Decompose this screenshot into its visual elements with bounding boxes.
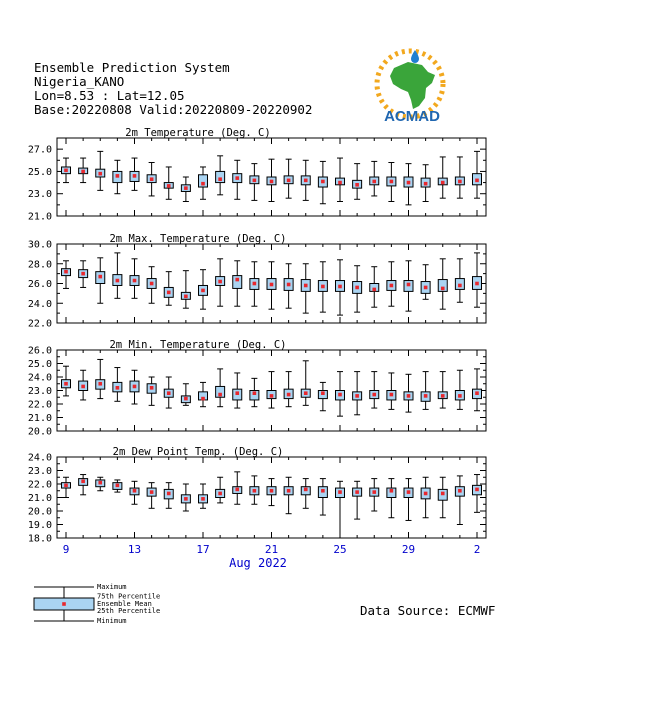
mean-marker bbox=[372, 288, 376, 292]
mean-marker bbox=[304, 284, 308, 288]
mean-marker bbox=[304, 179, 308, 183]
mean-marker bbox=[424, 492, 428, 496]
mean-marker bbox=[424, 394, 428, 398]
panel-2-ytick-label: 26.0 bbox=[27, 279, 52, 290]
mean-marker bbox=[81, 272, 85, 276]
mean-marker bbox=[475, 391, 479, 395]
mean-marker bbox=[235, 278, 239, 282]
mean-marker bbox=[133, 489, 137, 493]
mean-marker bbox=[441, 394, 445, 398]
x-tick-label: 2 bbox=[473, 543, 481, 556]
panel-4-ytick-label: 18.0 bbox=[27, 533, 52, 545]
mean-marker bbox=[133, 174, 137, 178]
mean-marker bbox=[355, 394, 359, 398]
panel-3-ytick-label: 26.0 bbox=[27, 345, 52, 357]
mean-marker bbox=[372, 180, 376, 184]
mean-marker bbox=[270, 283, 274, 287]
panel-2-title: 2m Max. Temperature (Deg. C) bbox=[109, 233, 287, 245]
legend-label-p25: 25th Percentile bbox=[97, 607, 161, 615]
mean-marker bbox=[201, 289, 205, 293]
coordinates: Lon=8.53 : Lat=12.05 bbox=[34, 88, 185, 103]
panel-1-ytick-label: 25.0 bbox=[27, 166, 52, 178]
mean-marker bbox=[235, 391, 239, 395]
mean-marker bbox=[458, 180, 462, 184]
legend-mean-marker bbox=[62, 602, 66, 606]
mean-marker bbox=[98, 481, 102, 485]
mean-marker bbox=[338, 393, 342, 397]
mean-marker bbox=[458, 284, 462, 288]
mean-marker bbox=[270, 180, 274, 184]
panel-3-ytick-label: 24.0 bbox=[27, 372, 52, 384]
mean-marker bbox=[116, 279, 120, 283]
panel-3-ytick-label: 25.0 bbox=[27, 359, 52, 370]
mean-marker bbox=[116, 484, 120, 488]
panel-4-ytick-label: 22.0 bbox=[27, 479, 52, 491]
mean-marker bbox=[81, 170, 85, 174]
mean-marker bbox=[201, 497, 205, 501]
mean-marker bbox=[167, 492, 171, 496]
mean-marker bbox=[64, 270, 68, 274]
mean-marker bbox=[116, 174, 120, 178]
mean-marker bbox=[407, 283, 411, 287]
mean-marker bbox=[321, 391, 325, 395]
x-tick-label: 13 bbox=[127, 543, 142, 556]
mean-marker bbox=[98, 382, 102, 386]
mean-marker bbox=[253, 282, 257, 286]
mean-marker bbox=[407, 181, 411, 185]
mean-marker bbox=[253, 179, 257, 183]
mean-marker bbox=[338, 285, 342, 289]
legend-label-p75: 75th Percentile bbox=[97, 592, 161, 601]
panel-2-ytick-label: 22.0 bbox=[27, 318, 52, 330]
mean-marker bbox=[355, 183, 359, 187]
mean-marker bbox=[64, 382, 68, 386]
mean-marker bbox=[167, 291, 171, 295]
panel-4-ytick-label: 21.0 bbox=[27, 493, 52, 504]
mean-marker bbox=[355, 286, 359, 290]
mean-marker bbox=[372, 490, 376, 494]
legend-label-maximum: Maximum bbox=[97, 583, 127, 591]
panel-4-ytick-label: 19.0 bbox=[27, 520, 52, 531]
mean-marker bbox=[458, 394, 462, 398]
mean-marker bbox=[287, 489, 291, 493]
panel-4-title: 2m Dew Point Temp. (Deg. C) bbox=[112, 446, 284, 458]
logo-text: ACMAD bbox=[384, 108, 440, 125]
panel-1-title: 2m Temperature (Deg. C) bbox=[125, 127, 271, 139]
mean-marker bbox=[458, 489, 462, 493]
mean-marker bbox=[475, 282, 479, 286]
mean-marker bbox=[424, 286, 428, 290]
mean-marker bbox=[390, 393, 394, 397]
mean-marker bbox=[475, 179, 479, 183]
mean-marker bbox=[184, 186, 188, 190]
iqr-box bbox=[233, 276, 242, 289]
panel-3-title: 2m Min. Temperature (Deg. C) bbox=[109, 339, 287, 351]
mean-marker bbox=[424, 182, 428, 186]
mean-marker bbox=[81, 480, 85, 484]
mean-marker bbox=[390, 489, 394, 493]
base-valid-dates: Base:20220808 Valid:20220809-20220902 bbox=[34, 102, 313, 117]
mean-marker bbox=[201, 397, 205, 401]
panel-4-ytick-label: 20.0 bbox=[27, 506, 52, 518]
mean-marker bbox=[218, 177, 222, 181]
panel-3-ytick-label: 20.0 bbox=[27, 426, 52, 438]
mean-marker bbox=[287, 179, 291, 183]
mean-marker bbox=[201, 182, 205, 186]
system-title: Ensemble Prediction System bbox=[34, 60, 230, 75]
mean-marker bbox=[218, 492, 222, 496]
location-name: Nigeria_KANO bbox=[34, 74, 125, 89]
panel-2-ytick-label: 28.0 bbox=[27, 259, 52, 271]
mean-marker bbox=[133, 279, 137, 283]
mean-marker bbox=[390, 180, 394, 184]
mean-marker bbox=[270, 489, 274, 493]
mean-marker bbox=[441, 181, 445, 185]
mean-marker bbox=[81, 385, 85, 389]
mean-marker bbox=[304, 391, 308, 395]
mean-marker bbox=[475, 488, 479, 492]
mean-marker bbox=[287, 393, 291, 397]
panel-1-ytick-label: 23.0 bbox=[27, 189, 52, 201]
mean-marker bbox=[150, 282, 154, 286]
x-tick-label: 29 bbox=[401, 543, 416, 556]
panel-4-ytick-label: 24.0 bbox=[27, 452, 52, 464]
mean-marker bbox=[116, 386, 120, 390]
panel-4-ytick-label: 23.0 bbox=[27, 466, 52, 477]
panel-2-ytick-label: 24.0 bbox=[27, 298, 52, 310]
panel-3-ytick-label: 23.0 bbox=[27, 386, 52, 397]
mean-marker bbox=[372, 393, 376, 397]
mean-marker bbox=[184, 295, 188, 299]
panel-1-ytick-label: 21.0 bbox=[27, 211, 52, 223]
mean-marker bbox=[321, 285, 325, 289]
mean-marker bbox=[287, 283, 291, 287]
mean-marker bbox=[150, 490, 154, 494]
mean-marker bbox=[253, 391, 257, 395]
mean-marker bbox=[167, 184, 171, 188]
x-tick-label: 21 bbox=[264, 543, 279, 556]
legend-label-mean: Ensemble Mean bbox=[97, 600, 152, 608]
data-source: Data Source: ECMWF bbox=[360, 603, 496, 618]
mean-marker bbox=[235, 176, 239, 180]
mean-marker bbox=[338, 181, 342, 185]
mean-marker bbox=[321, 180, 325, 184]
mean-marker bbox=[407, 490, 411, 494]
mean-marker bbox=[407, 394, 411, 398]
mean-marker bbox=[184, 397, 188, 401]
mean-marker bbox=[64, 169, 68, 173]
mean-marker bbox=[441, 287, 445, 291]
panel-3-ytick-label: 22.0 bbox=[27, 399, 52, 411]
mean-marker bbox=[355, 490, 359, 494]
mean-marker bbox=[133, 385, 137, 389]
mean-marker bbox=[270, 394, 274, 398]
panel-1-ytick-label: 27.0 bbox=[27, 144, 52, 156]
mean-marker bbox=[98, 172, 102, 176]
panel-2-ytick-label: 30.0 bbox=[27, 239, 52, 251]
mean-marker bbox=[218, 393, 222, 397]
mean-marker bbox=[390, 284, 394, 288]
x-tick-label: 17 bbox=[196, 543, 210, 556]
mean-marker bbox=[338, 490, 342, 494]
mean-marker bbox=[150, 177, 154, 181]
month-label: Aug 2022 bbox=[229, 556, 287, 570]
mean-marker bbox=[253, 489, 257, 493]
legend-label-minimum: Minimum bbox=[97, 617, 127, 625]
mean-marker bbox=[184, 497, 188, 501]
mean-marker bbox=[150, 386, 154, 390]
mean-marker bbox=[167, 391, 171, 395]
x-tick-label: 9 bbox=[62, 543, 70, 556]
mean-marker bbox=[218, 280, 222, 284]
mean-marker bbox=[98, 275, 102, 279]
mean-marker bbox=[235, 488, 239, 492]
mean-marker bbox=[321, 489, 325, 493]
mean-marker bbox=[441, 492, 445, 496]
mean-marker bbox=[304, 488, 308, 492]
mean-marker bbox=[64, 484, 68, 488]
panel-3-ytick-label: 21.0 bbox=[27, 413, 52, 424]
x-tick-label: 25 bbox=[333, 543, 347, 556]
